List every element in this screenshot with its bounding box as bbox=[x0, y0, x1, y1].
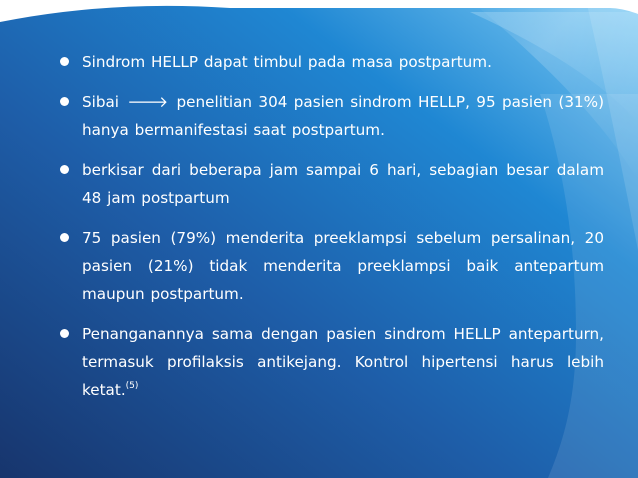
bullet-dot-icon bbox=[60, 165, 69, 174]
bullet-text-5: Penanganannya sama dengan pasien sindrom HELLP anteparturn, termasuk profilaksis antikejang. Kontrol hipertensi harus lebih ketat. bbox=[82, 325, 604, 399]
bullet-text-2: penelitian 304 pasien sindrom HELLP, 95 pasien (31%) hanya bermanifestasi saat postpartum. bbox=[82, 93, 605, 139]
bullet-lead-2: Sibai bbox=[82, 93, 120, 111]
reference-superscript: (5) bbox=[125, 381, 139, 391]
right-arrow-icon: 🡒 bbox=[127, 93, 169, 111]
bullet-item-1 bbox=[60, 48, 604, 76]
bullet-item-5 bbox=[60, 320, 604, 404]
bullet-list bbox=[60, 48, 604, 404]
bullet-dot-icon bbox=[60, 233, 69, 242]
bullet-item-3 bbox=[60, 156, 604, 212]
bullet-text-4: 75 pasien (79%) menderita preeklampsi sebelum persalinan, 20 pasien (21%) tidak menderita preeklampsi baik antepartum maupun postpartum. bbox=[82, 229, 604, 303]
bullet-dot-icon bbox=[60, 57, 69, 66]
bullet-text-3: berkisar dari beberapa jam sampai 6 hari, sebagian besar dalam 48 jam postpartum bbox=[82, 161, 604, 207]
bullet-dot-icon bbox=[60, 97, 69, 106]
bullet-dot-icon bbox=[60, 329, 69, 338]
bullet-item-2 bbox=[60, 88, 604, 144]
bullet-text-1: Sindrom HELLP dapat timbul pada masa postpartum. bbox=[82, 53, 492, 71]
bullet-item-4 bbox=[60, 224, 604, 308]
